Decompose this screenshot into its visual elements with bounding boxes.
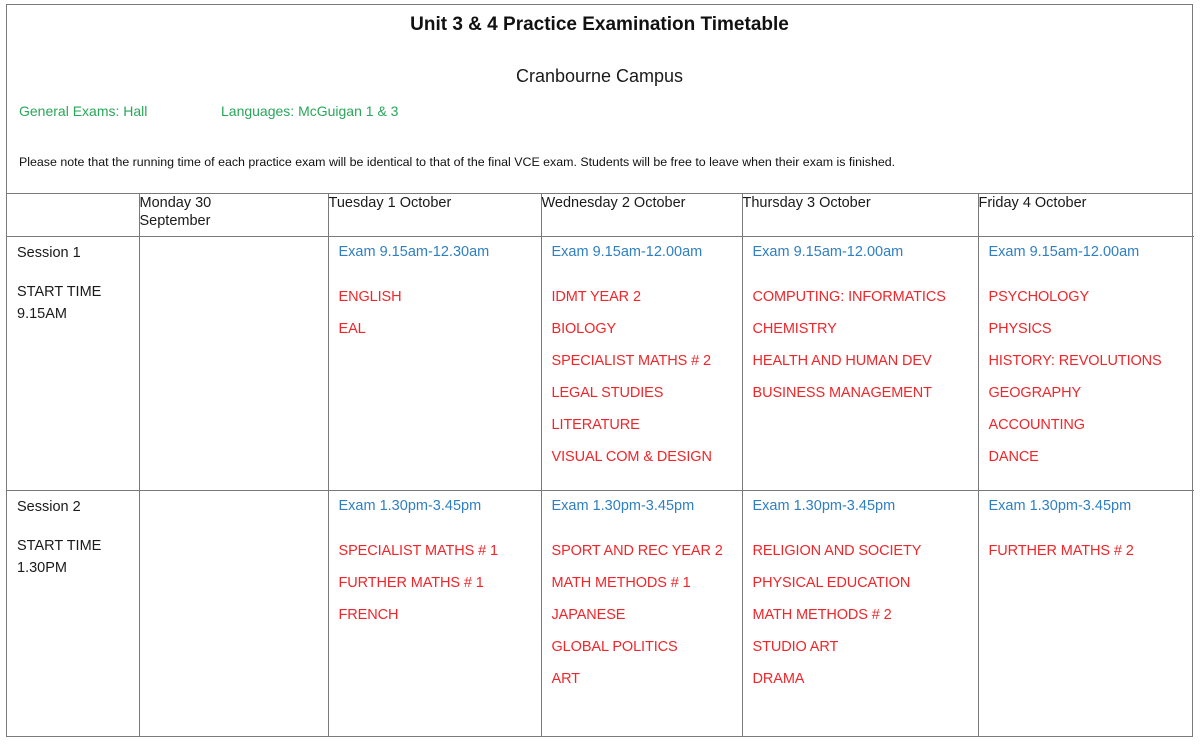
subject-list xyxy=(552,288,742,467)
day-header: Monday 30 September xyxy=(139,194,328,236)
exam-cell xyxy=(139,490,328,737)
subject-item: SPECIALIST MATHS # 1 xyxy=(338,542,498,559)
subject-list xyxy=(339,542,541,624)
subject-item: GLOBAL POLITICS xyxy=(551,639,678,656)
subject-item: COMPUTING: INFORMATICS xyxy=(752,288,946,305)
session-label: Session 1 xyxy=(17,244,81,261)
day-header: Thursday 3 October xyxy=(742,194,978,236)
subject-item: PHYSICAL EDUCATION xyxy=(752,574,911,591)
subject-item: PHYSICS xyxy=(988,320,1052,337)
exam-time: Exam 9.15am-12.00am xyxy=(752,243,904,260)
day-header-row xyxy=(7,194,1194,236)
exam-cell xyxy=(541,490,742,737)
subject-list xyxy=(753,542,978,689)
subject-item: HEALTH AND HUMAN DEV xyxy=(752,352,932,369)
session-start-time: START TIME 1.30PM xyxy=(17,537,102,576)
subject-item: RELIGION AND SOCIETY xyxy=(752,542,922,559)
languages-venue: Languages: McGuigan 1 & 3 xyxy=(221,103,399,119)
subject-list xyxy=(753,288,978,403)
subject-item: FURTHER MATHS # 2 xyxy=(988,542,1134,559)
exam-time: Exam 1.30pm-3.45pm xyxy=(752,497,896,514)
subject-item: ENGLISH xyxy=(338,288,402,305)
subject-item: STUDIO ART xyxy=(752,639,839,656)
exam-cell xyxy=(978,490,1194,737)
subject-list xyxy=(339,288,541,338)
exam-time: Exam 9.15am-12.30am xyxy=(338,243,490,260)
exam-cell xyxy=(139,236,328,490)
timetable-document xyxy=(6,4,1193,737)
corner-cell xyxy=(7,194,139,236)
subject-item: BUSINESS MANAGEMENT xyxy=(752,385,932,402)
subject-list xyxy=(989,542,1195,560)
subject-item: SPECIALIST MATHS # 2 xyxy=(551,352,711,369)
document-header xyxy=(7,5,1192,194)
session-info-cell xyxy=(7,490,139,737)
exam-cell xyxy=(742,236,978,490)
campus-name: Cranbourne Campus xyxy=(515,66,684,86)
document-title: Unit 3 & 4 Practice Examination Timetable xyxy=(410,14,789,35)
day-header: Tuesday 1 October xyxy=(328,194,541,236)
subject-list xyxy=(989,288,1195,467)
subject-item: DRAMA xyxy=(752,671,805,688)
exam-time: Exam 1.30pm-3.45pm xyxy=(338,497,482,514)
exam-time: Exam 1.30pm-3.45pm xyxy=(988,497,1132,514)
subject-item: CHEMISTRY xyxy=(752,320,837,337)
subject-item: FURTHER MATHS # 1 xyxy=(338,574,484,591)
session-label: Session 2 xyxy=(17,498,81,515)
subject-item: VISUAL COM & DESIGN xyxy=(551,449,712,466)
exam-cell xyxy=(541,236,742,490)
subject-item: SPORT AND REC YEAR 2 xyxy=(551,542,723,559)
subject-item: GEOGRAPHY xyxy=(988,385,1082,402)
exam-cell xyxy=(978,236,1194,490)
exam-cell xyxy=(742,490,978,737)
subject-list xyxy=(552,542,742,689)
subject-item: MATH METHODS # 2 xyxy=(752,606,892,623)
exam-time: Exam 9.15am-12.00am xyxy=(551,243,703,260)
session-start-time: START TIME 9.15AM xyxy=(17,283,102,322)
general-exams-venue: General Exams: Hall xyxy=(19,103,148,119)
subject-item: JAPANESE xyxy=(551,606,626,623)
subject-item: HISTORY: REVOLUTIONS xyxy=(988,352,1162,369)
session-row xyxy=(7,236,1194,490)
subject-item: FRENCH xyxy=(338,606,399,623)
subject-item: MATH METHODS # 1 xyxy=(551,574,691,591)
subject-item: ACCOUNTING xyxy=(988,417,1085,434)
subject-item: LITERATURE xyxy=(551,417,640,434)
subject-item: LEGAL STUDIES xyxy=(551,385,664,402)
day-header: Friday 4 October xyxy=(978,194,1194,236)
day-header: Wednesday 2 October xyxy=(541,194,742,236)
exam-cell xyxy=(328,490,541,737)
exam-time: Exam 9.15am-12.00am xyxy=(988,243,1140,260)
subject-item: PSYCHOLOGY xyxy=(988,288,1090,305)
exam-cell xyxy=(328,236,541,490)
subject-item: EAL xyxy=(338,320,366,337)
exam-note: Please note that the running time of each practice exam will be identical to that of the final VCE exam. Students will be free to leave when their exam is finished. xyxy=(19,155,896,169)
subject-item: IDMT YEAR 2 xyxy=(551,288,641,305)
session-row xyxy=(7,490,1194,737)
exam-time: Exam 1.30pm-3.45pm xyxy=(551,497,695,514)
timetable-grid xyxy=(7,194,1194,737)
session-info-cell xyxy=(7,236,139,490)
subject-item: DANCE xyxy=(988,449,1039,466)
subject-item: ART xyxy=(551,671,580,688)
subject-item: BIOLOGY xyxy=(551,320,617,337)
